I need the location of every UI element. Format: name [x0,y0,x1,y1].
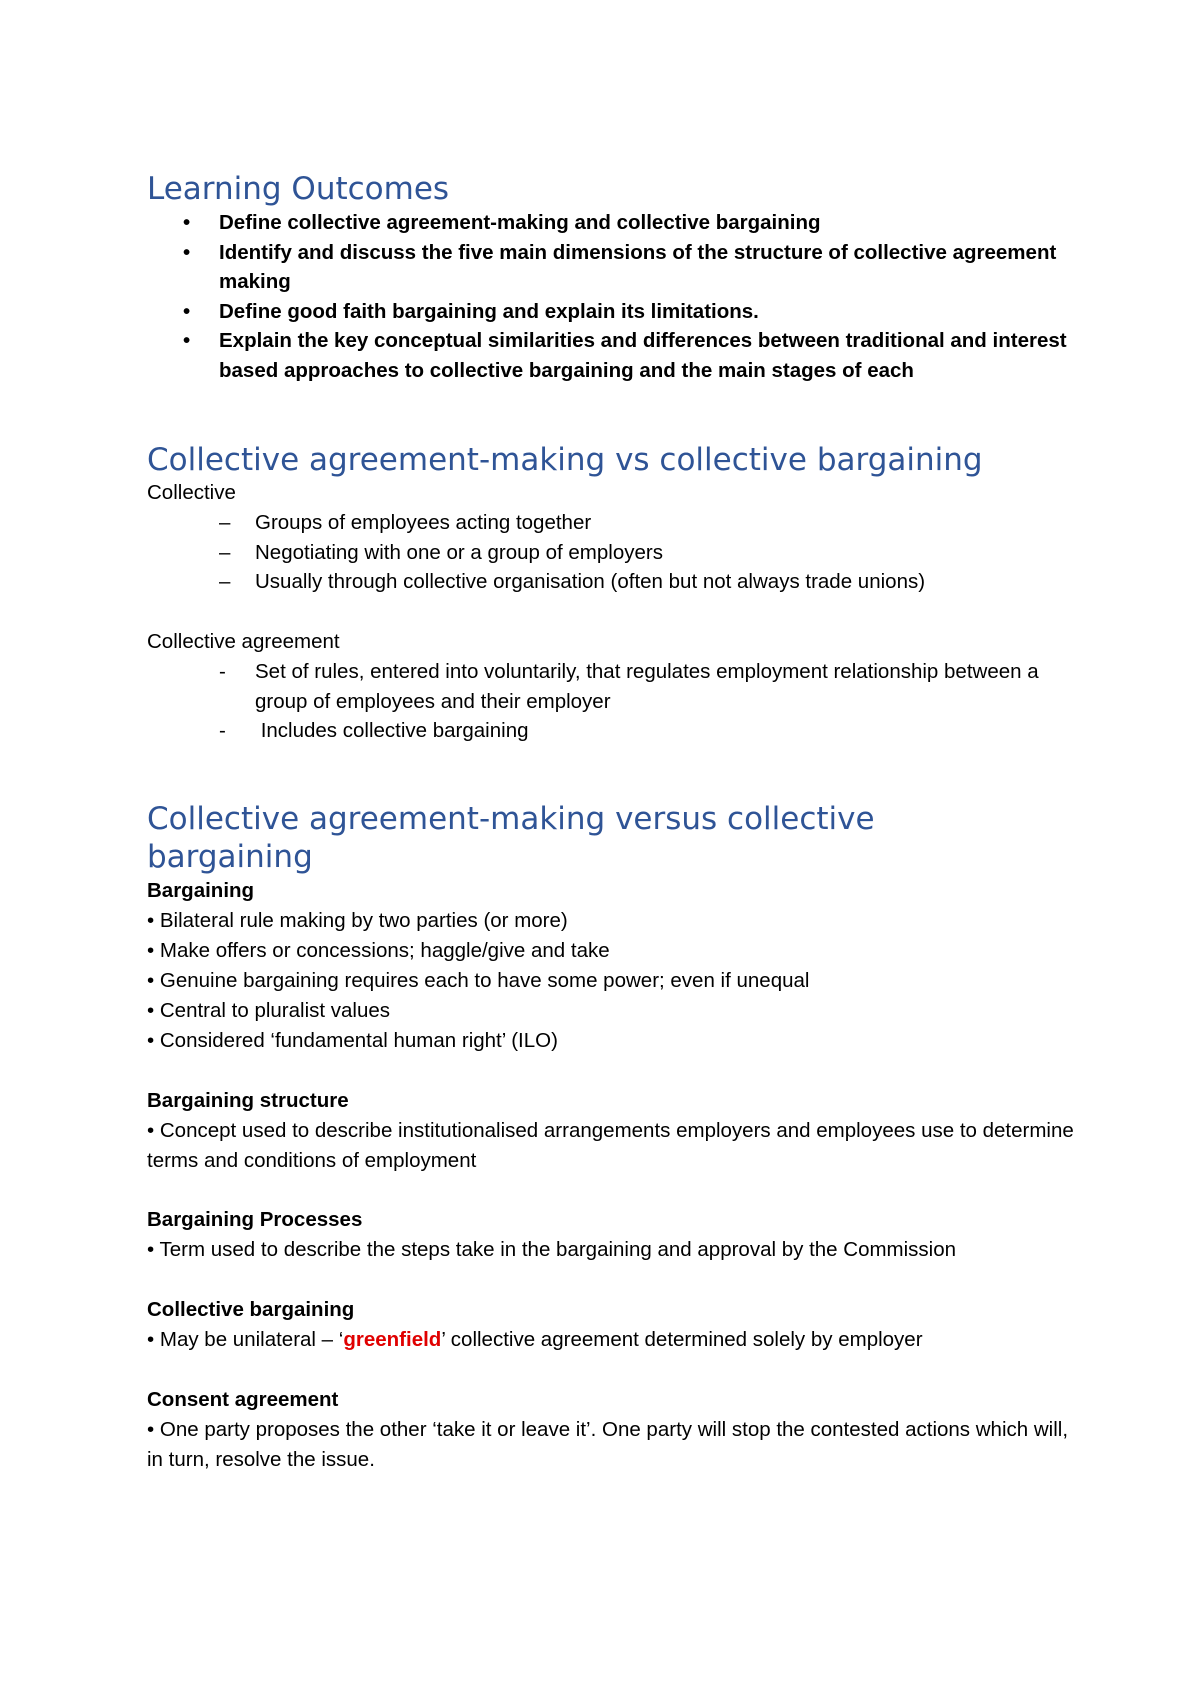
text-segment: ’ collective agreement determined solely by employer [441,1328,923,1351]
list-item [147,297,1069,327]
outcome-text: Identify and discuss the five main dimensions of the structure of collective agreement making [219,240,1057,294]
bargaining-processes-label: Bargaining Processes [147,1208,363,1231]
dash-icon: – [219,540,231,564]
list-item-text: Usually through collective organisation (often but not always trade unions) [255,570,926,594]
list-item-text: Groups of employees acting together [255,511,592,534]
collective-bargaining-text [147,1325,923,1355]
list-item [147,326,1069,385]
bargaining-item: • Genuine bargaining requires each to have some power; even if unequal [147,969,810,992]
outcome-text: Define collective agreement-making and collective bargaining [219,211,821,234]
bargaining-item: • Make offers or concessions; haggle/give and take [147,939,610,962]
outcome-text: Explain the key conceptual similarities and differences between traditional and interest based approaches to collective bargaining and the main stages of each [219,329,1067,382]
outcome-text: Define good faith bargaining and explain its limitations. [219,299,759,323]
collective-bargaining-label: Collective bargaining [147,1298,355,1321]
bargaining-structure-text: • Concept used to describe institutionalised arrangements employers and employees use to determine terms and conditions of employment [147,1119,1074,1172]
collective-label: Collective [147,481,236,504]
bargaining-item: • Bilateral rule making by two parties (or more) [147,909,568,932]
collective-agreement-label: Collective agreement [147,630,340,653]
learning-outcomes-heading: Learning Outcomes [147,171,450,207]
text-segment: • May be unilateral – ‘ [147,1328,344,1351]
bargaining-structure-label: Bargaining structure [147,1089,349,1112]
consent-agreement-text: • One party proposes the other ‘take it or leave it’. One party will stop the contested actions which will, in turn, resolve the issue. [147,1418,1069,1471]
list-item [147,716,1075,746]
dash-icon: – [219,570,231,594]
bullet-icon: • [183,299,191,323]
dash-icon: – [219,511,231,534]
bargaining-item: • Central to pluralist values [147,999,391,1022]
dash-icon: - [219,660,226,683]
list-item [147,567,1075,597]
section-vs-heading: Collective agreement-making vs collective bargaining [147,442,983,478]
list-item [147,508,1075,538]
list-item-text: Set of rules, entered into voluntarily, that regulates employment relationship between a group of employees and their employer [255,660,1039,713]
list-item [147,538,1075,568]
list-item-text: Negotiating with one or a group of employers [255,540,663,564]
collective-list [147,508,1075,597]
bullet-icon: • [183,329,191,353]
list-item [147,657,1075,716]
consent-agreement-label: Consent agreement [147,1388,339,1411]
section-versus-heading: Collective agreement-making versus collective bargaining [147,801,875,875]
dash-icon: - [219,719,226,743]
greenfield-highlight: greenfield [343,1328,442,1351]
list-item [147,208,1069,238]
bargaining-label: Bargaining [147,879,255,902]
bargaining-processes-text: • Term used to describe the steps take in the bargaining and approval by the Commission [147,1238,957,1261]
bullet-icon: • [183,211,191,234]
list-item [147,238,1069,297]
collective-agreement-list [147,657,1075,746]
bullet-icon: • [183,240,191,264]
bargaining-item: • Considered ‘fundamental human right’ (ILO) [147,1029,558,1052]
list-item-text: Includes collective bargaining [255,719,529,743]
learning-outcomes-list [147,208,1069,386]
